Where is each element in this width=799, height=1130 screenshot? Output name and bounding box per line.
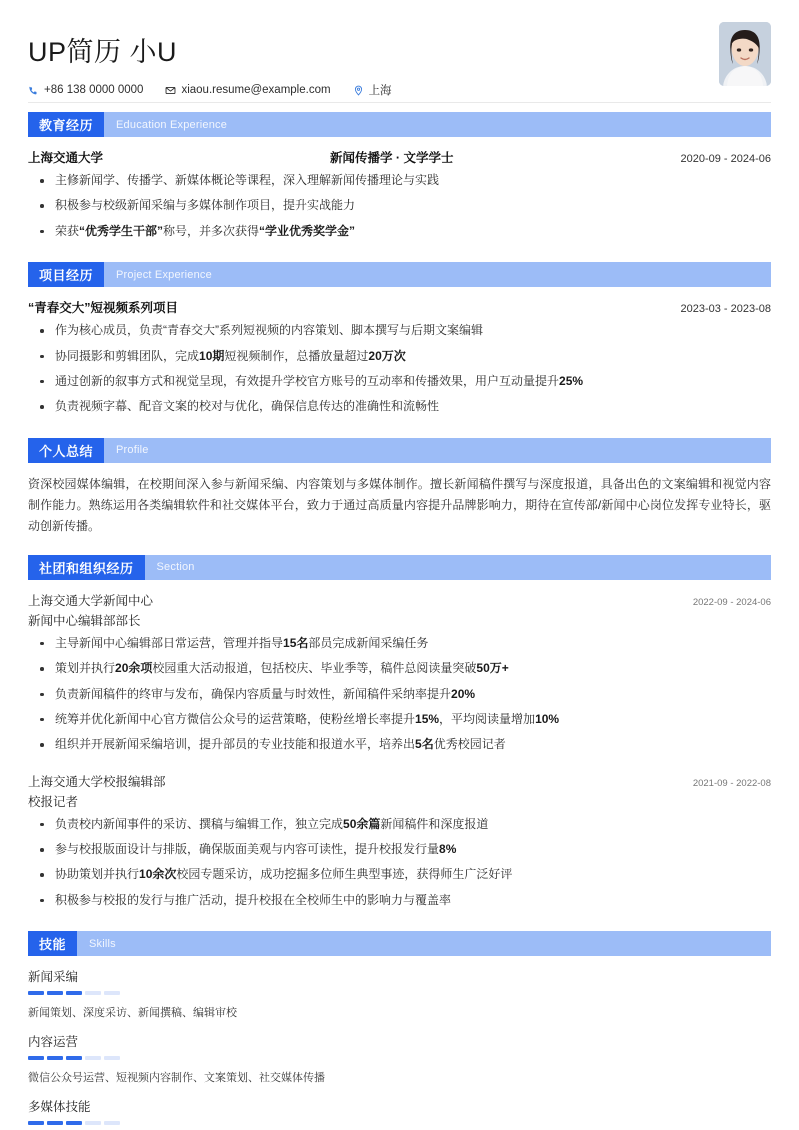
list-item: 协助策划并执行10余次校园专题采访，成功挖掘多位师生典型事迹，获得师生广泛好评: [28, 866, 771, 883]
list-item: 主修新闻学、传播学、新媒体概论等课程，深入理解新闻传播理论与实践: [28, 172, 771, 189]
list-item: 参与校报版面设计与排版，确保版面美观与内容可读性，提升校报发行量8%: [28, 841, 771, 858]
skill-item: [28, 967, 771, 1020]
section-header-education: [28, 112, 771, 137]
spacer: [28, 244, 771, 262]
section-header-organizations: [28, 555, 771, 580]
contact-phone[interactable]: [28, 84, 143, 96]
skill-level-segment: [66, 1056, 82, 1060]
phone-icon: [28, 85, 39, 96]
skill-level-segment: [47, 991, 63, 995]
organization-entry: [28, 591, 771, 754]
section-header-project: [28, 262, 771, 287]
entry-head: [28, 772, 771, 790]
skill-item: [28, 1097, 771, 1125]
skill-level-segment: [28, 991, 44, 995]
page-title: UP简历 小U: [28, 37, 178, 67]
entry-role: 校报记者: [28, 794, 79, 809]
section-profile: [28, 438, 771, 537]
section-title-en: Section: [156, 561, 195, 574]
list-item: 荣获“优秀学生干部”称号，并多次获得“学业优秀奖学金”: [28, 223, 771, 240]
section-title-cn: 项目经历: [28, 262, 104, 287]
entry-org: 上海交通大学新闻中心: [28, 593, 154, 608]
section-skills: [28, 931, 771, 1125]
entry-head: [28, 148, 771, 166]
section-education: [28, 112, 771, 240]
skill-level-segment: [85, 1121, 101, 1125]
section-header-skills: [28, 931, 771, 956]
list-item: 统筹并优化新闻中心官方微信公众号的运营策略，使粉丝增长率提升15%，平均阅读量增加10%: [28, 711, 771, 728]
skill-level-segment: [28, 1121, 44, 1125]
entry-head: [28, 298, 771, 316]
skill-level-segment: [47, 1121, 63, 1125]
skill-name: 多媒体技能: [28, 1100, 91, 1115]
skill-level-segment: [28, 1056, 44, 1060]
list-item: 主导新闻中心编辑部日常运营，管理并指导15名部员完成新闻采编任务: [28, 635, 771, 652]
section-organizations: [28, 555, 771, 910]
entry-major: 新闻传播学 · 文学学士: [329, 151, 454, 165]
contact-location[interactable]: [353, 82, 392, 98]
contact-row: [28, 82, 771, 98]
skill-level-segment: [47, 1056, 63, 1060]
section-title-en: Project Experience: [116, 268, 212, 281]
list-item: 积极参与校级新闻采编与多媒体制作项目，提升实战能力: [28, 197, 771, 214]
skill-level-segment: [104, 1056, 120, 1060]
entry-org: 上海交通大学: [28, 151, 104, 165]
list-item: 负责视频字幕、配音文案的校对与优化，确保信息传达的准确性和流畅性: [28, 398, 771, 415]
section-title-cn: 技能: [28, 931, 77, 956]
spacer: [28, 758, 771, 772]
section-title-cn: 教育经历: [28, 112, 104, 137]
entry-title: “青春交大”短视频系列项目: [28, 301, 179, 316]
avatar: [719, 22, 771, 86]
entry-date: 2022-09 - 2024-06: [692, 596, 771, 608]
skill-name: 新闻采编: [28, 970, 79, 985]
contact-location-value: 上海: [368, 85, 392, 98]
spacer: [28, 420, 771, 438]
skill-name: 内容运营: [28, 1035, 79, 1050]
section-title-en: Education Experience: [116, 118, 228, 131]
skill-item: [28, 1032, 771, 1085]
list-item: 策划并执行20余项校园重大活动报道，包括校庆、毕业季等，稿件总阅读量突破50万+: [28, 660, 771, 677]
education-entry: [28, 148, 771, 240]
entry-date: 2021-09 - 2022-08: [692, 777, 771, 789]
skill-level-segment: [85, 1056, 101, 1060]
entry-bullets: [28, 172, 771, 240]
section-title-en: Profile: [116, 444, 149, 457]
skill-level-segment: [104, 1121, 120, 1125]
list-item: 积极参与校报的发行与推广活动，提升校报在全校师生中的影响力与覆盖率: [28, 892, 771, 909]
skill-description: 新闻策划、深度采访、新闻撰稿、编辑审校: [28, 1007, 237, 1020]
contact-email[interactable]: [165, 84, 330, 96]
entry-bullets: [28, 322, 771, 416]
entry-role: 新闻中心编辑部部长: [28, 613, 141, 628]
section-header-profile: [28, 438, 771, 463]
avatar-photo-icon: [719, 22, 771, 86]
list-item: 通过创新的叙事方式和视觉呈现，有效提升学校官方账号的互动率和传播效果，用户互动量提升25%: [28, 373, 771, 390]
entry-date: 2023-03 - 2023-08: [680, 303, 771, 316]
section-title-en: Skills: [89, 937, 116, 950]
resume-header: [28, 0, 771, 98]
list-item: 组织并开展新闻采编培训，提升部员的专业技能和报道水平，培养出5名优秀校园记者: [28, 736, 771, 753]
project-entry: [28, 298, 771, 416]
section-title-cn: 个人总结: [28, 438, 104, 463]
list-item: 协同摄影和剪辑团队，完成10期短视频制作，总播放量超过20万次: [28, 348, 771, 365]
section-title-cn: 社团和组织经历: [28, 555, 145, 580]
skill-level-bar: [28, 1056, 771, 1060]
profile-text: 资深校园媒体编辑，在校期间深入参与新闻采编、内容策划与多媒体制作。擅长新闻稿件撰写与深度报道，具备出色的文案编辑和视觉内容制作能力。熟练运用各类编辑软件和社交媒体平台，致力于通过高质量内容提升品牌影响力，期待在宣传部/新闻中心岗位发挥专业特长，驱动创新传播。: [28, 476, 771, 533]
entry-date: 2020-09 - 2024-06: [680, 153, 771, 165]
list-item: 负责新闻稿件的终审与发布，确保内容质量与时效性，新闻稿件采纳率提升20%: [28, 686, 771, 703]
spacer: [28, 913, 771, 931]
location-icon: [353, 85, 364, 96]
skill-description: 微信公众号运营、短视频内容制作、文案策划、社交媒体传播: [28, 1072, 325, 1085]
skill-level-segment: [66, 991, 82, 995]
spacer: [28, 537, 771, 555]
skill-level-segment: [104, 991, 120, 995]
list-item: 负责校内新闻事件的采访、撰稿与编辑工作，独立完成50余篇新闻稿件和深度报道: [28, 816, 771, 833]
skill-level-bar: [28, 991, 771, 995]
email-icon: [165, 85, 176, 96]
skill-level-segment: [85, 991, 101, 995]
organization-entry: [28, 772, 771, 910]
entry-bullets: [28, 635, 771, 754]
list-item: 作为核心成员，负责“青春交大”系列短视频的内容策划、脚本撰写与后期文案编辑: [28, 322, 771, 339]
entry-bullets: [28, 816, 771, 910]
header-divider: [28, 102, 771, 103]
skill-level-segment: [66, 1121, 82, 1125]
section-project: [28, 262, 771, 416]
entry-head: [28, 591, 771, 609]
skill-level-bar: [28, 1121, 771, 1125]
contact-email-value: xiaou.resume@example.com: [181, 84, 331, 97]
entry-org: 上海交通大学校报编辑部: [28, 774, 166, 789]
contact-phone-value: +86 138 0000 0000: [44, 84, 144, 97]
